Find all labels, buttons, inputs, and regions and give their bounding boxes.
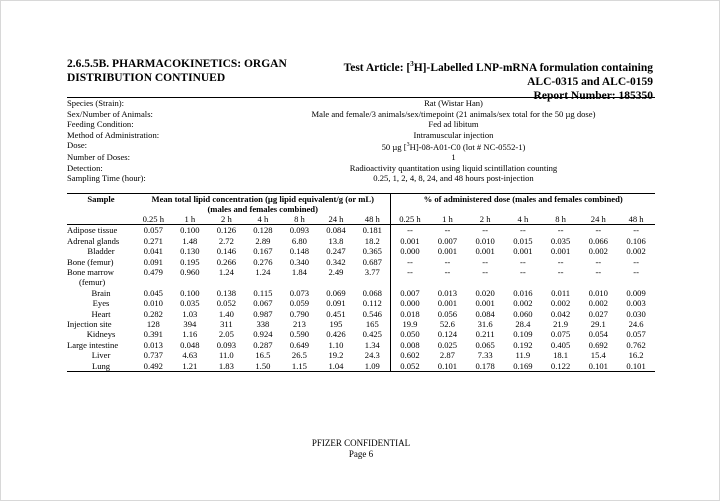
- percent-dose-cell: 0.002: [588, 298, 608, 309]
- percent-dose-cell: 0.002: [513, 298, 533, 309]
- concentration-cell: 1.40: [218, 308, 234, 319]
- meta-row: [67, 163, 655, 174]
- concentration-cell: 4.63: [182, 350, 198, 361]
- meta-row: [67, 173, 655, 184]
- meta-key: Method of Administration:: [67, 129, 160, 140]
- percent-dose-cell: --: [482, 225, 489, 236]
- concentration-cell: 0.391: [143, 329, 163, 340]
- concentration-cell: 0.960: [180, 267, 200, 278]
- concentration-cell: 16.5: [255, 350, 271, 361]
- meta-row: [67, 152, 655, 163]
- concentration-cell: 1.15: [291, 360, 307, 371]
- percent-dose-cell: 0.057: [626, 329, 646, 340]
- table-row: [67, 267, 655, 288]
- confidential-label: PFIZER CONFIDENTIAL: [311, 438, 411, 448]
- percent-dose-cell: --: [557, 267, 564, 278]
- percent-dose-cell: 0.122: [550, 360, 571, 371]
- sample-name-line1: Bone marrow: [67, 267, 115, 278]
- timepoint-header: 24 h: [318, 214, 355, 225]
- section-heading-line1: 2.6.5.5B. PHARMACOKINETICS: ORGAN: [67, 58, 287, 70]
- concentration-cell: 0.100: [180, 225, 200, 236]
- concentration-cell: 1.84: [291, 267, 307, 278]
- concentration-cell: 0.010: [143, 298, 163, 309]
- percent-dose-cell: 0.056: [437, 308, 458, 319]
- table-row: [67, 298, 655, 308]
- percent-dose-cell: 15.4: [590, 350, 606, 361]
- concentration-cell: 18.2: [364, 235, 380, 246]
- percent-dose-cell: --: [391, 267, 429, 288]
- concentration-cell: 394: [183, 319, 197, 330]
- sample-name: Adipose tissue: [67, 225, 118, 236]
- percent-dose-cell: 0.178: [475, 360, 495, 371]
- concentration-cell: 0.128: [253, 225, 273, 236]
- percent-dose-cell: 0.050: [391, 329, 429, 339]
- concentration-cell: 213: [292, 319, 306, 330]
- sample-name: Heart: [91, 308, 111, 319]
- percent-dose-cell: --: [633, 267, 639, 278]
- percent-dose-cell: 19.9: [391, 319, 429, 329]
- percent-dose-cell: --: [595, 256, 602, 267]
- meta-value: Male and female/3 animals/sex/timepoint (21 animals/sex total for the 50 µg dose): [311, 108, 596, 119]
- percent-dose-cell: 0.011: [551, 287, 571, 298]
- percent-dose-cell: 0.106: [626, 235, 646, 246]
- concentration-cell: 19.2: [328, 350, 344, 361]
- percent-dose-cell: 0.602: [391, 350, 429, 360]
- percent-dose-cell: 31.6: [477, 319, 493, 330]
- concentration-cell: 26.5: [291, 350, 307, 361]
- concentration-cell: 0.068: [362, 287, 382, 298]
- concentration-cell: 1.03: [182, 308, 198, 319]
- timepoint-header: 8 h: [281, 214, 318, 225]
- concentration-cell: 1.24: [218, 267, 234, 278]
- timepoint-header: 0.25 h: [391, 214, 429, 225]
- table-row: [67, 309, 655, 319]
- study-metadata: [67, 97, 655, 184]
- concentration-cell: 1.04: [328, 360, 344, 371]
- percent-dose-cell: --: [520, 256, 526, 267]
- table-row: [67, 361, 655, 372]
- table-row: [67, 329, 655, 339]
- concentration-cell: 0.138: [216, 287, 237, 298]
- percent-dose-cell: 0.000: [391, 298, 429, 308]
- concentration-cell: 0.649: [289, 339, 310, 350]
- meta-row: [67, 130, 655, 141]
- percent-dose-cell: 52.6: [439, 319, 455, 330]
- concentration-cell: 0.041: [143, 246, 163, 257]
- percent-dose-cell: 0.001: [513, 246, 533, 257]
- percent-dose-cell: 0.013: [437, 287, 458, 298]
- concentration-group-header: [135, 194, 391, 215]
- percent-dose-cell: 0.007: [437, 235, 458, 246]
- percent-dose-cell: 0.042: [550, 308, 571, 319]
- concentration-cell: 0.737: [143, 350, 163, 361]
- meta-value: 1: [451, 152, 456, 163]
- section-heading: [67, 57, 327, 85]
- sample-name: [67, 267, 135, 288]
- timepoint-header: 1 h: [429, 214, 467, 225]
- percent-dose-cell: 0.065: [475, 339, 495, 350]
- percent-dose-cell: --: [520, 267, 526, 278]
- concentration-cell: 0.073: [289, 287, 310, 298]
- meta-key: Number of Doses:: [67, 152, 131, 163]
- percent-dose-cell: 0.066: [588, 235, 608, 246]
- concentration-cell: 0.266: [216, 256, 237, 267]
- percent-dose-cell: 0.075: [550, 329, 571, 340]
- percent-dose-cell: --: [633, 256, 639, 267]
- meta-key: Feeding Condition:: [67, 119, 134, 129]
- concentration-cell: 0.195: [180, 256, 200, 267]
- percent-dose-cell: --: [482, 267, 489, 278]
- concentration-cell: 0.048: [180, 339, 200, 350]
- percent-dose-cell: 0.002: [588, 246, 608, 257]
- concentration-cell: 6.80: [291, 235, 307, 246]
- percent-dose-cell: 0.000: [391, 246, 429, 256]
- percent-dose-cell: 0.025: [437, 339, 458, 350]
- concentration-cell: 0.091: [143, 256, 163, 267]
- sample-name: Large intestine: [67, 339, 119, 350]
- meta-key: Dose:: [67, 140, 88, 150]
- percent-dose-cell: 0.692: [588, 339, 608, 350]
- concentration-cell: 195: [329, 319, 343, 330]
- concentration-cell: 0.148: [289, 246, 310, 257]
- percent-dose-cell: 0.020: [475, 287, 495, 298]
- concentration-cell: 0.167: [253, 246, 273, 257]
- concentration-cell: 0.181: [362, 225, 382, 236]
- table-row: [67, 350, 655, 360]
- percent-dose-cell: 0.124: [437, 329, 458, 340]
- timepoint-header: 24 h: [579, 214, 617, 225]
- table-row: [67, 236, 655, 246]
- concentration-cell: 24.3: [364, 350, 380, 361]
- meta-value: Radioactivity quantitation using liquid scintillation counting: [349, 162, 558, 173]
- percent-dose-cell: 28.4: [515, 319, 531, 330]
- percent-dose-cell: --: [520, 225, 526, 236]
- table-row: [67, 319, 655, 329]
- concentration-cell: 2.89: [255, 235, 271, 246]
- concentration-cell: 0.035: [180, 298, 200, 309]
- concentration-cell: 311: [220, 319, 233, 330]
- concentration-cell: 0.112: [362, 298, 382, 309]
- concentration-cell: 0.059: [289, 298, 310, 309]
- concentration-cell: 0.130: [180, 246, 200, 257]
- concentration-cell: 1.34: [364, 339, 380, 350]
- concentration-cell: 3.77: [364, 267, 380, 278]
- meta-value: [252, 140, 655, 152]
- percent-dose-cell: 0.084: [475, 308, 495, 319]
- percent-dose-cell: --: [633, 225, 639, 236]
- meta-key: Detection:: [67, 162, 103, 173]
- meta-row: [67, 140, 655, 152]
- percent-dose-cell: 0.008: [391, 340, 429, 350]
- meta-key: Sampling Time (hour):: [67, 173, 146, 184]
- test-article-line2: ALC-0315 and ALC-0159: [527, 75, 653, 88]
- percent-dose-cell: 0.101: [626, 360, 646, 371]
- concentration-cell: 1.83: [218, 360, 234, 371]
- percent-dose-cell: 7.33: [477, 350, 493, 361]
- concentration-cell: 0.100: [180, 287, 200, 298]
- concentration-cell: 0.069: [326, 287, 346, 298]
- meta-value: Rat (Wistar Han): [424, 98, 483, 108]
- meta-value: Fed ad libitum: [428, 119, 479, 129]
- percent-dose-cell: 0.001: [391, 236, 429, 246]
- concentration-cell: 1.48: [182, 235, 198, 246]
- percent-dose-cell: 0.018: [391, 309, 429, 319]
- concentration-cell: 0.365: [362, 246, 382, 257]
- percent-dose-cell: 0.016: [513, 287, 533, 298]
- percent-dose-cell: --: [444, 225, 451, 236]
- concentration-cell: 1.24: [255, 267, 271, 278]
- percent-dose-cell: 0.001: [475, 246, 495, 257]
- sample-name: Kidneys: [86, 329, 116, 340]
- percent-dose-cell: 0.101: [437, 360, 458, 371]
- concentration-cell: 1.10: [328, 339, 344, 350]
- sample-name: Eyes: [92, 298, 110, 309]
- percent-dose-group-header: % of administered dose (males and females combined): [391, 194, 655, 215]
- concentration-cell: 0.287: [253, 339, 273, 350]
- concentration-cell: 1.16: [182, 329, 198, 340]
- percent-dose-cell: --: [482, 256, 489, 267]
- concentration-cell: 0.045: [143, 287, 163, 298]
- sample-column-header: Sample: [87, 194, 115, 204]
- table-row: [67, 257, 655, 267]
- percent-dose-cell: 0.052: [391, 361, 429, 372]
- timepoint-header: 4 h: [245, 214, 282, 225]
- percent-dose-cell: --: [444, 267, 451, 278]
- concentration-cell: 11.0: [219, 350, 234, 361]
- concentration-cell: 0.276: [253, 256, 273, 267]
- concentration-cell: 0.084: [326, 225, 346, 236]
- percent-dose-cell: 0.192: [513, 339, 533, 350]
- timepoint-header: 4 h: [504, 214, 542, 225]
- timepoint-header: 2 h: [208, 214, 245, 225]
- percent-dose-cell: 24.6: [628, 319, 644, 330]
- concentration-cell: 0.271: [143, 235, 163, 246]
- page-footer: [1, 438, 720, 460]
- sample-name: Bladder: [87, 246, 115, 257]
- concentration-cell: 0.067: [253, 298, 273, 309]
- percent-dose-cell: --: [557, 256, 564, 267]
- concentration-cell: 0.340: [289, 256, 310, 267]
- meta-value-prefix: 50 µg [: [381, 141, 407, 152]
- sample-name-line2: (femur): [79, 277, 106, 288]
- concentration-cell: 0.093: [289, 225, 310, 236]
- concentration-cell: 0.425: [362, 329, 382, 340]
- concentration-cell: 0.057: [143, 225, 163, 236]
- concentration-cell: 2.72: [218, 235, 234, 246]
- percent-dose-cell: 0.060: [513, 308, 533, 319]
- sample-name: Liver: [91, 350, 111, 361]
- percent-dose-cell: 0.762: [626, 339, 646, 350]
- concentration-cell: 0.426: [326, 329, 346, 340]
- percent-dose-cell: --: [557, 225, 564, 236]
- concentration-cell: 128: [146, 319, 160, 330]
- timepoint-header: 48 h: [617, 214, 655, 225]
- concentration-cell: 2.49: [328, 267, 344, 278]
- percent-dose-cell: 0.001: [550, 246, 571, 257]
- meta-row: [67, 109, 655, 120]
- concentration-cell: 0.115: [253, 287, 273, 298]
- timepoint-header: 2 h: [466, 214, 504, 225]
- percent-dose-cell: 0.211: [475, 329, 495, 340]
- concentration-cell: 13.8: [328, 235, 344, 246]
- percent-dose-cell: 16.2: [628, 350, 644, 361]
- timepoint-header: 0.25 h: [135, 214, 172, 225]
- percent-dose-cell: --: [444, 256, 451, 267]
- timepoint-header: 48 h: [354, 214, 391, 225]
- percent-dose-cell: 11.9: [515, 350, 531, 361]
- meta-key: Species (Strain):: [67, 98, 125, 108]
- concentration-cell: 0.590: [289, 329, 310, 340]
- percent-dose-cell: 2.87: [439, 350, 455, 361]
- percent-dose-cell: 29.1: [590, 319, 606, 330]
- percent-dose-cell: 0.010: [588, 287, 608, 298]
- percent-dose-cell: 0.109: [513, 329, 533, 340]
- table-row: [67, 288, 655, 298]
- percent-dose-cell: 0.001: [437, 246, 458, 257]
- table-row: [67, 340, 655, 350]
- concentration-cell: 0.282: [143, 308, 163, 319]
- meta-row: [67, 119, 655, 130]
- percent-dose-cell: 0.030: [626, 308, 646, 319]
- percent-dose-cell: 0.003: [626, 298, 646, 309]
- percent-dose-cell: 0.015: [513, 235, 533, 246]
- sample-name: Bone (femur): [67, 256, 114, 267]
- concentration-cell: 0.924: [253, 329, 273, 340]
- page-number: Page 6: [348, 449, 374, 459]
- percent-dose-cell: 0.002: [626, 246, 646, 257]
- table-row: [67, 246, 655, 256]
- concentration-cell: 0.146: [216, 246, 237, 257]
- test-article-heading: [323, 57, 653, 103]
- isotope-superscript: 3: [410, 60, 414, 68]
- concentration-cell: 0.479: [143, 267, 163, 278]
- percent-dose-cell: 18.1: [553, 350, 569, 361]
- test-article-line1: [323, 57, 653, 75]
- meta-key: Sex/Number of Animals:: [67, 108, 153, 119]
- test-article-suffix: H]-Labelled LNP-mRNA formulation containing: [413, 61, 653, 74]
- percent-dose-cell: 0.001: [437, 298, 458, 309]
- percent-dose-cell: 0.009: [626, 287, 646, 298]
- percent-dose-cell: --: [391, 225, 429, 236]
- concentration-cell: 1.50: [255, 360, 271, 371]
- percent-dose-cell: --: [595, 225, 602, 236]
- concentration-cell: 165: [365, 319, 379, 330]
- concentration-cell: 338: [256, 319, 270, 330]
- concentration-cell: 0.091: [326, 298, 346, 309]
- percent-dose-cell: 21.9: [553, 319, 569, 330]
- percent-dose-cell: 0.054: [588, 329, 608, 340]
- sample-name: Brain: [91, 287, 111, 298]
- sample-name: Lung: [91, 360, 111, 371]
- table-row: [67, 225, 655, 236]
- sample-name: Adrenal glands: [67, 235, 120, 246]
- timepoint-header-blank: [67, 214, 135, 225]
- timepoint-header: 8 h: [542, 214, 580, 225]
- percent-dose-cell: 0.001: [475, 298, 495, 309]
- percent-dose-cell: 0.010: [475, 235, 495, 246]
- concentration-cell: 1.21: [182, 360, 198, 371]
- table-group-header-row: [67, 194, 655, 215]
- percent-dose-cell: 0.027: [588, 308, 608, 319]
- concentration-cell: 2.05: [218, 329, 234, 340]
- report-number: Report Number: 185350: [533, 89, 653, 102]
- concentration-cell: 0.052: [216, 298, 237, 309]
- concentration-cell: 0.013: [143, 339, 163, 350]
- concentration-cell: 0.492: [143, 360, 163, 371]
- percent-dose-cell: --: [391, 257, 429, 267]
- percent-dose-cell: 0.101: [588, 360, 608, 371]
- concentration-cell: 0.451: [326, 308, 346, 319]
- meta-value: 0.25, 1, 2, 4, 8, 24, and 48 hours post-injection: [373, 173, 534, 184]
- meta-value: Intramuscular injection: [413, 129, 494, 140]
- percent-dose-cell: 0.007: [391, 288, 429, 298]
- concentration-cell: 0.126: [216, 225, 237, 236]
- concentration-cell: 0.247: [326, 246, 346, 257]
- percent-dose-cell: 0.002: [550, 298, 571, 309]
- timepoint-header: 1 h: [172, 214, 209, 225]
- concentration-cell: 0.342: [326, 256, 346, 267]
- percent-dose-cell: 0.405: [550, 339, 571, 350]
- timepoint-header-row: [67, 214, 655, 225]
- pk-organ-distribution-table: [67, 193, 655, 372]
- section-heading-line2: DISTRIBUTION CONTINUED: [67, 72, 226, 84]
- concentration-cell: 0.546: [362, 308, 382, 319]
- test-article-prefix: Test Article: [: [343, 61, 411, 74]
- concentration-group-subtitle: (males and females combined): [207, 204, 318, 214]
- concentration-cell: 0.687: [362, 256, 382, 267]
- meta-value-suffix: H]-08-A01-C0 (lot # NC-0552-1): [409, 141, 526, 152]
- concentration-cell: 0.093: [216, 339, 237, 350]
- percent-dose-cell: --: [595, 267, 602, 278]
- concentration-cell: 0.790: [289, 308, 310, 319]
- percent-dose-cell: 0.035: [550, 235, 571, 246]
- sample-name: Injection site: [67, 319, 112, 330]
- meta-row: [67, 98, 655, 109]
- percent-dose-cell: 0.169: [513, 360, 533, 371]
- concentration-cell: 1.09: [364, 360, 380, 371]
- concentration-cell: 0.987: [253, 308, 273, 319]
- concentration-group-title: Mean total lipid concentration (µg lipid equivalent/g (or mL): [151, 194, 374, 204]
- isotope-superscript: 3: [406, 142, 410, 148]
